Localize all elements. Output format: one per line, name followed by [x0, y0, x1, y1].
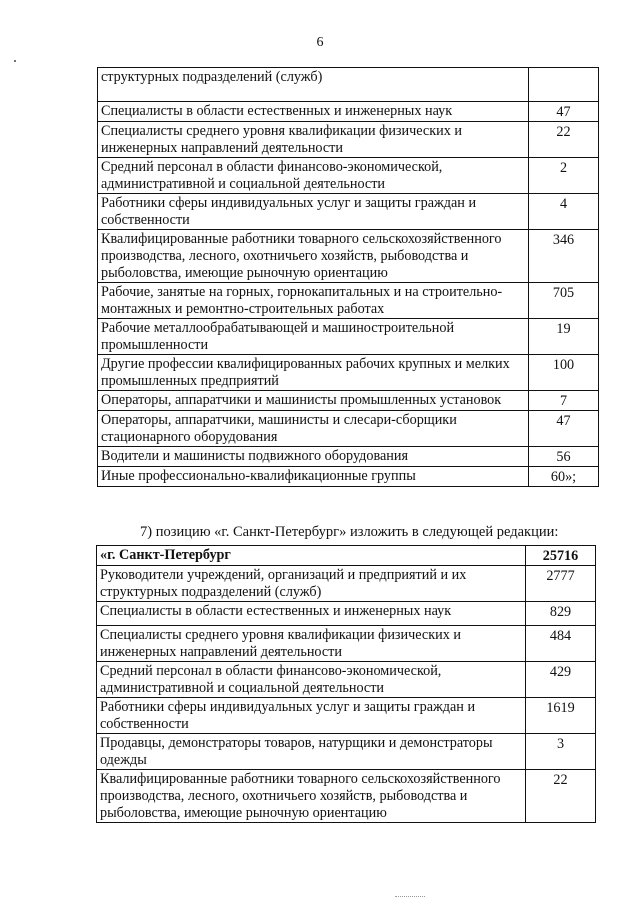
- table-row: [98, 467, 599, 487]
- row-name: Квалифицированные работники товарного сельскохозяйственного производства, лесного, охотничьего хозяйств, рыбоводства и рыболовства, имеющие рыночную ориентацию: [98, 230, 529, 283]
- table-row: [98, 102, 599, 122]
- region-name: «г. Санкт-Петербург: [97, 546, 526, 566]
- profession-table-saint-petersburg: [96, 545, 596, 823]
- table-row: [97, 566, 596, 602]
- row-name: Специалисты среднего уровня квалификации физических и инженерных направлений деятельности: [98, 122, 529, 158]
- row-name: Операторы, аппаратчики и машинисты промышленных установок: [98, 391, 529, 411]
- row-name: Другие профессии квалифицированных рабочих крупных и мелких промышленных предприятий: [98, 355, 529, 391]
- row-value: 22: [529, 122, 599, 158]
- row-value: 47: [529, 411, 599, 447]
- table-row: [98, 391, 599, 411]
- table-row: [98, 411, 599, 447]
- row-name: Средний персонал в области финансово-экономической, административной и социальной деятельности: [97, 662, 526, 698]
- row-name: Специалисты в области естественных и инженерных наук: [98, 102, 529, 122]
- row-name: Продавцы, демонстраторы товаров, натурщики и демонстраторы одежды: [97, 734, 526, 770]
- table-row: [98, 355, 599, 391]
- scan-mark: [395, 896, 425, 899]
- table-row: [98, 194, 599, 230]
- table-row: [97, 698, 596, 734]
- table-row: [97, 734, 596, 770]
- row-name: Работники сферы индивидуальных услуг и защиты граждан и собственности: [97, 698, 526, 734]
- row-name: Специалисты среднего уровня квалификации физических и инженерных направлений деятельности: [97, 626, 526, 662]
- table-row: [97, 626, 596, 662]
- row-value: 2777: [526, 566, 596, 602]
- table-row: [98, 68, 599, 102]
- row-value: 3: [526, 734, 596, 770]
- row-value: 7: [529, 391, 599, 411]
- row-name: Квалифицированные работники товарного сельскохозяйственного производства, лесного, охотничьего хозяйств, рыбоводства и рыболовства, имеющие рыночную ориентацию: [97, 770, 526, 823]
- row-value: 705: [529, 283, 599, 319]
- table-header-row: [97, 546, 596, 566]
- row-value: 2: [529, 158, 599, 194]
- row-value: 429: [526, 662, 596, 698]
- row-value: 19: [529, 319, 599, 355]
- table-row: [98, 447, 599, 467]
- scan-speck: [14, 60, 16, 62]
- row-value: 60»;: [529, 467, 599, 487]
- row-name: Рабочие, занятые на горных, горнокапитальных и на строительно-монтажных и ремонтно-строительных работах: [98, 283, 529, 319]
- row-name: Водители и машинисты подвижного оборудования: [98, 447, 529, 467]
- row-value: 47: [529, 102, 599, 122]
- row-value: 100: [529, 355, 599, 391]
- amendment-instruction: 7) позицию «г. Санкт-Петербург» изложить в следующей редакции:: [140, 524, 559, 540]
- table-row: [97, 602, 596, 626]
- table-row: [97, 770, 596, 823]
- row-name: Работники сферы индивидуальных услуг и защиты граждан и собственности: [98, 194, 529, 230]
- row-name: Операторы, аппаратчики, машинисты и слесари-сборщики стационарного оборудования: [98, 411, 529, 447]
- page-number: 6: [316, 35, 324, 50]
- row-value: 1619: [526, 698, 596, 734]
- row-value: 4: [529, 194, 599, 230]
- row-value: 829: [526, 602, 596, 626]
- row-name: Средний персонал в области финансово-экономической, административной и социальной деятельности: [98, 158, 529, 194]
- row-name: Иные профессионально-квалификационные группы: [98, 467, 529, 487]
- region-total: 25716: [526, 546, 596, 566]
- table-row: [98, 283, 599, 319]
- row-value: 22: [526, 770, 596, 823]
- profession-table-previous-region: [97, 67, 599, 487]
- row-name: Рабочие металлообрабатывающей и машиностроительной промышленности: [98, 319, 529, 355]
- table-row: [98, 122, 599, 158]
- row-value: 346: [529, 230, 599, 283]
- table-row: [97, 662, 596, 698]
- table-row: [98, 319, 599, 355]
- row-name: Руководители учреждений, организаций и предприятий и их структурных подразделений (служб): [97, 566, 526, 602]
- row-name: Специалисты в области естественных и инженерных наук: [97, 602, 526, 626]
- table-row: [98, 230, 599, 283]
- table-row: [98, 158, 599, 194]
- row-value: 56: [529, 447, 599, 467]
- row-name: структурных подразделений (служб): [98, 68, 529, 102]
- row-value: 484: [526, 626, 596, 662]
- row-value: [529, 68, 599, 102]
